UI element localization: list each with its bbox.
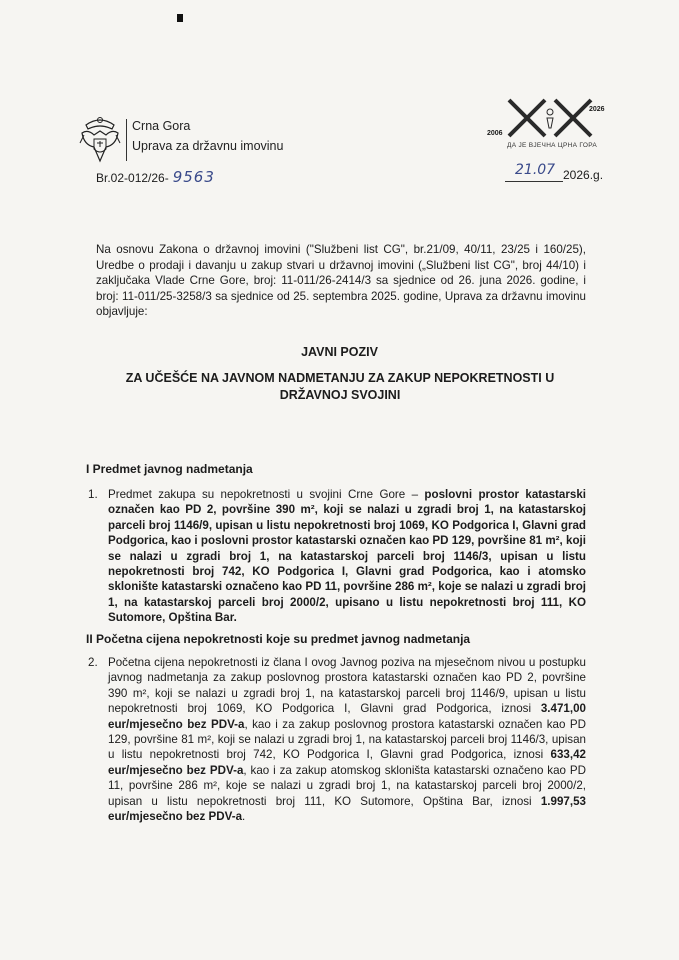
title-main: JAVNI POZIV (301, 345, 378, 359)
scan-mark (177, 14, 183, 22)
item-number: 2. (88, 656, 98, 669)
item-number: 1. (88, 488, 98, 501)
text-run: , kao i za zakup poslovnog prostora katastarski označen kao PD 129, površine 81 m², koji se nalazi u zgradi broj 1, na katastarskoj parceli broj 1146/3, upisan u listu nepokretnosti broj 742, KO Podgorica I, Glavni grad Podgorica, iznosi (108, 717, 586, 762)
section-1-item (88, 487, 586, 626)
item-1-text (108, 487, 586, 626)
bold-run: 3.471,00 eur/mjesečno bez PDV-a (108, 702, 586, 731)
text-run: Predmet zakupa su nepokretnosti u svojini Crne Gore – (108, 488, 425, 501)
text-run: , kao i za zakup atomskog skloništa katastarski označeno kao PD 11, površine 286 m², koje se nalazi u zgradi broj 1, na katastarskoj parceli broj 2000/2, upisan u listu nepokretnosti broj 111, KO Sutomore, Opština Bar, iznosi (108, 763, 586, 808)
org-name: Crna Gora (132, 119, 191, 133)
date-underline (505, 181, 563, 182)
logo-year-left: 2006 (487, 130, 503, 137)
logo-slogan: ДА ЈЕ ВЈЕЧНА ЦРНА ГОРА (507, 142, 598, 149)
letterhead-divider (126, 119, 127, 161)
letterhead (78, 115, 288, 175)
item-2-text (108, 655, 586, 824)
logo-year-right: 2026 (589, 106, 605, 113)
date-year: 2026.g. (563, 168, 604, 182)
text-run: Početna cijena nepokretnosti iz člana I ovog Javnog poziva na mjesečnom nivou u postupku javnog nadmetanja za zakup poslovnog prostora katastarski označen kao PD 2, površine 390 m², koji se nalazi u zgradi broj 1, na katastarskoj parceli broj 1146/9, upisan u listu nepokretnosti broj 1069, KO Podgorica I, Glavni grad Podgorica, iznosi (108, 656, 586, 716)
bold-run: 633,42 eur/mjesečno bez PDV-a (108, 748, 586, 777)
anniversary-logo (485, 98, 635, 153)
document-date (505, 162, 615, 184)
text-run: . (242, 810, 246, 824)
section-heading-1: I Predmet javnog nadmetanja (86, 462, 253, 476)
intro-paragraph: Na osnovu Zakona o državnoj imovini ("Službeni list CG", br.21/09, 40/11, 23/25 i 160/25), Uredbe o prodaji i davanju u zakup stvari u državnoj imovini („Službeni list CG", broj 44/10) i zaključaka Vlade Crne Gore, broj: 11-011/26-2414/3 sa sjednice od 26. juna 2026. godine, i broj: 11-011/25-3258/3 sa sjednice od 25. septembra 2025. godine, Uprava za državnu imovinu objavljuje: (96, 243, 586, 319)
section-2-item (88, 655, 586, 824)
reference-number (96, 168, 215, 186)
ref-handwritten: 9563 (172, 168, 215, 186)
title-sub: ZA UČEŠĆE NA JAVNOM NADMETANJU ZA ZAKUP NEPOKRETNOSTI U DRŽAVNOJ SVOJINI (125, 371, 555, 402)
xx-anniversary-icon (505, 98, 595, 138)
section-heading-2: II Početna cijena nepokretnosti koje su predmet javnog nadmetanja (86, 632, 471, 646)
coat-of-arms-icon (78, 115, 122, 167)
bold-run: poslovni prostor katastarski označen kao PD 2, površine 390 m², koji se nalazi u zgradi broj 1, na katastarskoj parceli broj 1146/9, upisan u listu nepokretnosti broj 1069, KO Podgorica I, Glavni grad Podgorica, kao i poslovni prostor katastarski označen kao PD 129, površine 81 m², koji se nalazi u zgradi broj 1, na katastarskoj parceli broj 1146/3, upisan u listu nepokretnosti broj 742, KO Podgorica I, Glavni grad Podgorica, kao i atomsko sklonište katastarski označeno kao PD 11, površine 286 m², koje se nalazi u zgradi broj 1, na katastarskoj parceli broj 2000/2, upisano u listu nepokretnosti broj 111, KO Sutomore, Opština Bar. (108, 488, 586, 625)
bold-run: 1.997,53 eur/mjesečno bez PDV-a (108, 794, 586, 824)
org-unit: Uprava za državnu imovinu (132, 139, 284, 153)
date-handwritten: 21.07 (515, 162, 556, 178)
ref-prefix: Br.02-012/26- (96, 171, 169, 185)
